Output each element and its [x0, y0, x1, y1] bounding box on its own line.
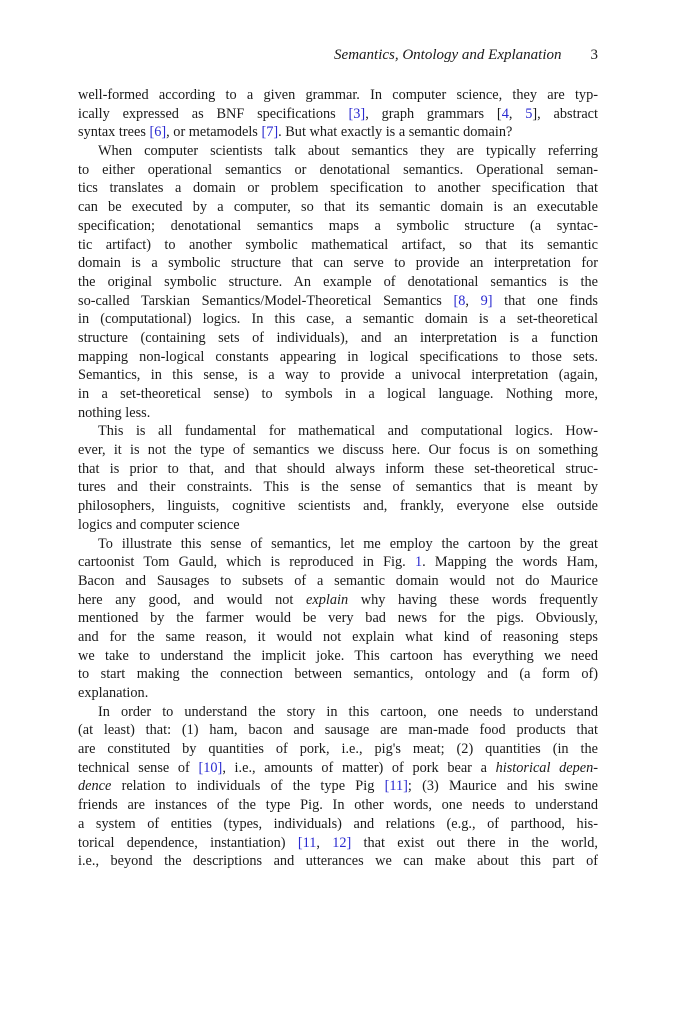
text-line — [78, 591, 598, 610]
text-segment: so-called Tarskian Semantics/Model-Theoretical Semantics — [78, 292, 454, 309]
citation-link[interactable]: [8 — [453, 292, 466, 309]
text-segment: , — [465, 292, 481, 309]
text-line — [78, 834, 598, 853]
text-segment: that is prior to that, and that should always inform these set-theoretical struc- — [78, 460, 598, 477]
text-line — [78, 254, 598, 273]
text-segment: syntax trees — [78, 124, 150, 141]
text-segment: that exist out there in the world, — [351, 834, 598, 851]
text-line — [78, 236, 598, 255]
text-segment: the original symbolic structure. An example of denotational semantics is the — [78, 273, 598, 290]
citation-link[interactable]: 1 — [414, 554, 423, 571]
text-segment: a system of entities (types, individuals) and relations (e.g., of parthood, his- — [78, 815, 598, 832]
emphasis-text: historical depen- — [495, 759, 598, 776]
citation-link[interactable]: 12] — [332, 834, 352, 851]
text-line — [78, 478, 598, 497]
text-line — [78, 535, 598, 554]
text-segment: relation to individuals of the type Pig — [111, 778, 385, 795]
page-number: 3 — [590, 47, 598, 63]
text-line — [78, 292, 598, 311]
text-segment: torical dependence, instantiation) — [78, 834, 298, 851]
text-line — [78, 105, 598, 124]
citation-link[interactable]: [6] — [149, 124, 167, 141]
text-segment: technical sense of — [78, 759, 199, 776]
text-segment: that one finds — [492, 292, 598, 309]
text-line — [78, 628, 598, 647]
text-segment: explanation. — [78, 685, 149, 701]
text-segment: nothing less. — [78, 404, 151, 421]
text-segment: specification; denotational semantics maps a symbolic structure (a syntac- — [78, 217, 598, 234]
text-line — [78, 217, 598, 236]
text-line — [78, 142, 598, 161]
running-title: Semantics, Ontology and Explanation — [334, 47, 562, 63]
text-segment: in a set-theoretical sense) to symbols in a logical language. Nothing more, — [78, 386, 598, 402]
text-segment: tic artifact) to another symbolic mathematical artifact, so that its semantic — [78, 236, 598, 253]
text-line — [78, 123, 598, 142]
text-segment: mapping non-logical constants appearing in logical specifications to those sets. — [78, 348, 598, 365]
text-segment: philosophers, linguists, cognitive scientists and, frankly, everyone else outside — [78, 498, 598, 515]
text-segment: . Mapping the words Ham, — [422, 554, 598, 571]
citation-link[interactable]: [10] — [198, 759, 223, 776]
text-line — [78, 665, 598, 684]
text-line — [78, 759, 598, 778]
text-line — [78, 198, 598, 217]
text-segment: When computer scientists talk about semantics they are typically referring — [98, 143, 598, 160]
text-segment: in (computational) logics. In this case, a semantic domain is a set-theoretical — [78, 311, 598, 328]
text-line — [78, 796, 598, 815]
text-line — [78, 553, 598, 572]
text-segment: mentioned by the farmer would be very bad news for the pigs. Obviously, — [78, 610, 598, 627]
text-segment: , or metamodels — [166, 124, 262, 141]
text-segment: structure (containing sets of individuals), and an interpretation is a function — [78, 329, 598, 346]
text-line — [78, 179, 598, 198]
text-segment: are constituted by quantities of pork, i.e., pig's meat; (2) quantities (in the — [78, 741, 598, 758]
text-line — [78, 273, 598, 292]
text-segment: ], abstract — [532, 105, 598, 122]
text-segment: , — [316, 834, 333, 851]
text-line — [78, 404, 598, 423]
text-line — [78, 516, 598, 535]
text-segment: . But what exactly is a semantic domain? — [278, 124, 513, 141]
text-line — [78, 161, 598, 180]
text-line — [78, 777, 598, 796]
body-text — [78, 86, 598, 871]
text-segment: To illustrate this sense of semantics, let me employ the cartoon by the great — [98, 535, 598, 552]
text-line — [78, 310, 598, 329]
text-segment: well-formed according to a given grammar. In computer science, they are typ- — [78, 87, 598, 103]
text-segment: to start making the connection between semantics, ontology and (a form of) — [78, 666, 598, 683]
text-segment: can be executed by a computer, so that its semantic domain is an executable — [78, 199, 598, 216]
text-segment: (at least) that: (1) ham, bacon and sausage are man-made food products that — [78, 722, 598, 739]
text-segment: friends are instances of the type Pig. In other words, one needs to understand — [78, 797, 598, 814]
citation-link[interactable]: [11 — [297, 834, 317, 851]
text-segment: Semantics, in this sense, is a way to provide a univocal interpretation (again, — [78, 367, 598, 384]
text-segment: to either operational semantics or denotational semantics. Operational seman- — [78, 161, 598, 178]
text-segment: cartoonist Tom Gauld, which is reproduced in Fig. — [78, 554, 415, 571]
emphasis-text: explain — [306, 591, 349, 608]
text-segment: domain is a symbolic structure that can serve to provide an interpretation for — [78, 255, 598, 272]
text-line — [78, 572, 598, 591]
text-line — [78, 647, 598, 666]
text-line — [78, 497, 598, 516]
text-line — [78, 684, 598, 703]
text-segment: , — [508, 105, 526, 122]
text-line — [78, 385, 598, 404]
text-segment: ever, it is not the type of semantics we discuss here. Our focus is on something — [78, 442, 598, 459]
text-segment: In order to understand the story in this cartoon, one needs to understand — [98, 703, 598, 720]
text-segment: Bacon and Sausages to subsets of a semantic domain would not do Maurice — [78, 572, 598, 589]
text-line — [78, 348, 598, 367]
text-line — [78, 366, 598, 385]
text-line — [78, 721, 598, 740]
text-line — [78, 422, 598, 441]
text-segment: i.e., beyond the descriptions and utterances we can make about this part of — [78, 853, 598, 870]
text-line — [78, 460, 598, 479]
text-segment: why having these words frequently — [348, 591, 598, 608]
text-segment: we take to understand the implicit joke. This cartoon has everything we need — [78, 647, 598, 664]
citation-link[interactable]: 9] — [480, 292, 493, 309]
text-line — [78, 441, 598, 460]
citation-link[interactable]: [3] — [348, 105, 366, 122]
running-header — [78, 46, 598, 64]
text-segment: ically expressed as BNF specifications — [78, 105, 349, 122]
citation-link[interactable]: 5 — [525, 105, 533, 122]
text-line — [78, 852, 598, 871]
citation-link[interactable]: [7] — [261, 124, 279, 141]
emphasis-text: dence — [78, 778, 112, 795]
citation-link[interactable]: 4 — [501, 105, 509, 122]
text-segment: here any good, and would not — [78, 591, 307, 608]
text-segment: ; (3) Maurice and his swine — [407, 778, 599, 795]
text-line — [78, 609, 598, 628]
text-line — [78, 703, 598, 722]
text-segment: logics and computer science — [78, 516, 240, 533]
text-segment: and for the same reason, it would not explain what kind of reasoning steps — [78, 628, 598, 645]
text-line — [78, 815, 598, 834]
text-line — [78, 86, 598, 105]
text-segment: tures and their constraints. This is the sense of semantics that is meant by — [78, 479, 598, 496]
text-segment: , i.e., amounts of matter) of pork bear a — [222, 759, 496, 776]
text-segment: tics translates a domain or problem specification to another specification that — [78, 180, 598, 197]
text-line — [78, 329, 598, 348]
text-segment: , graph grammars [ — [365, 105, 502, 122]
text-segment: This is all fundamental for mathematical and computational logics. How- — [98, 423, 598, 440]
text-line — [78, 740, 598, 759]
citation-link[interactable]: [11] — [384, 778, 408, 795]
